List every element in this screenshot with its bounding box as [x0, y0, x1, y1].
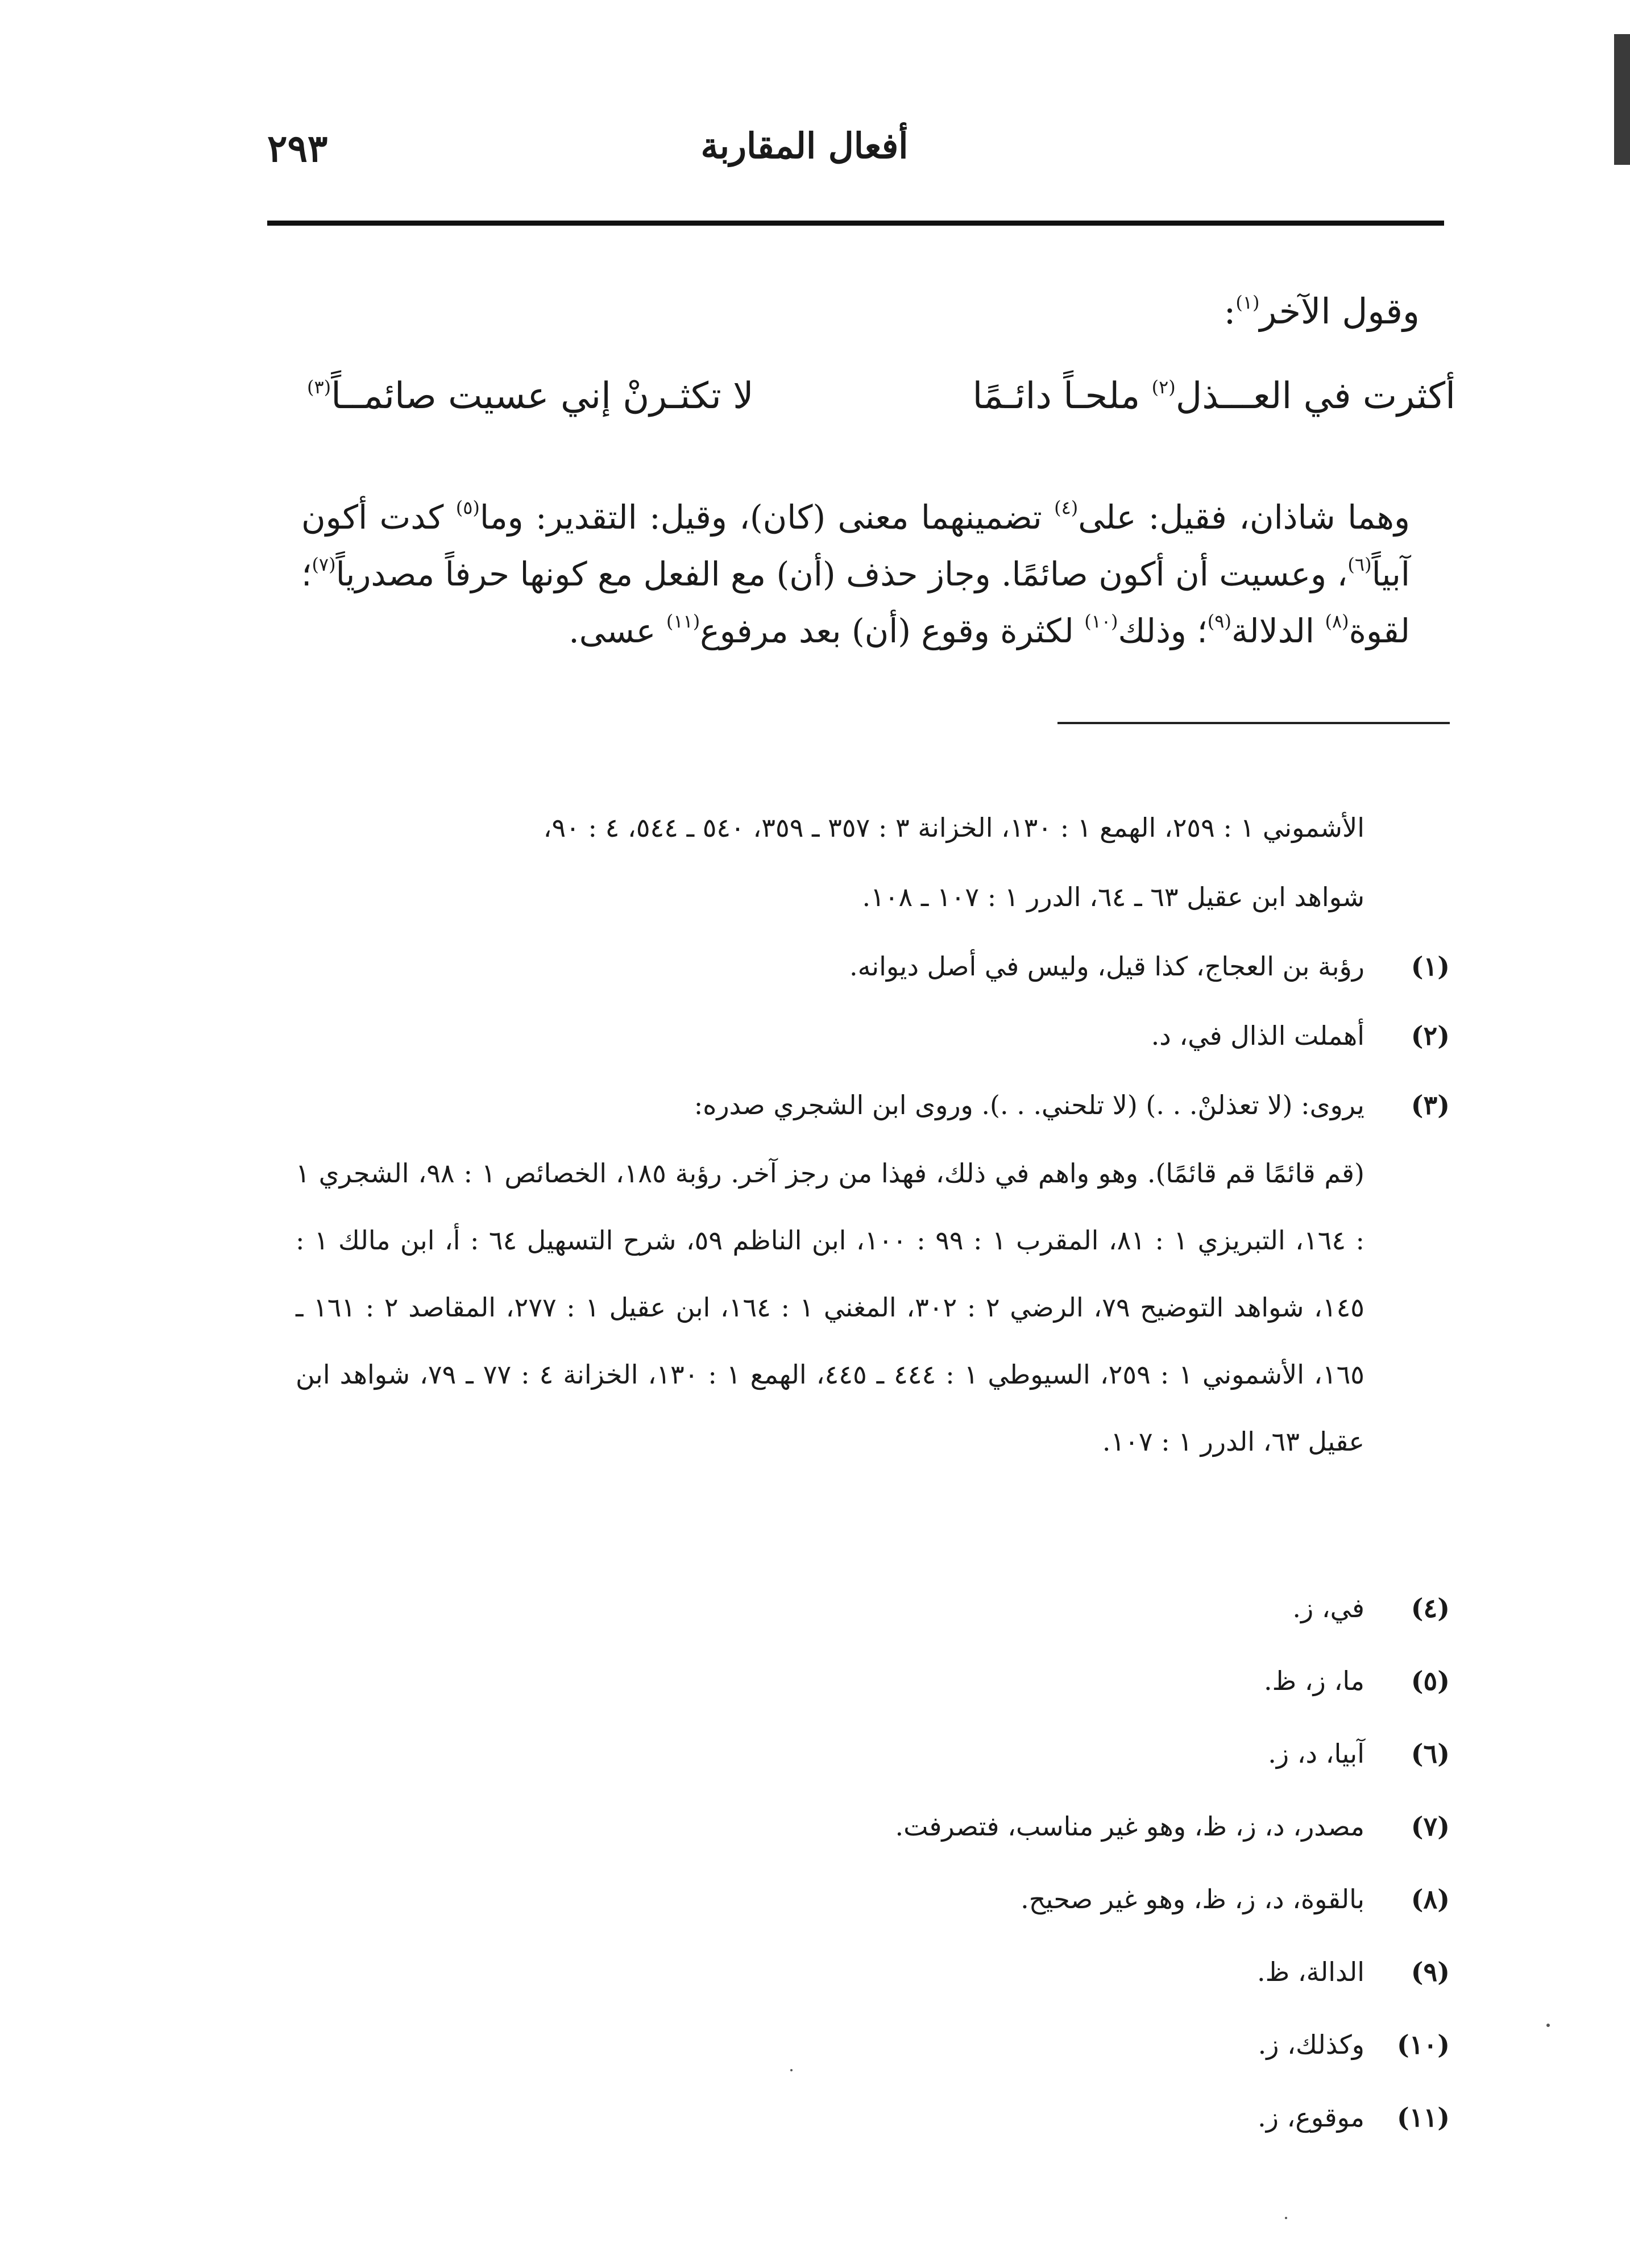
poetry-verse: [307, 375, 1455, 438]
footnote-number: (٣): [1411, 1090, 1450, 1120]
paragraph-segment: ؛ لقوة: [301, 555, 1410, 650]
footnote-text: رؤبة بن العجاج، كذا قيل، وليس في أصل ديوانه.: [849, 951, 1364, 982]
footnote-number: (٤): [1411, 1593, 1450, 1623]
verse-second-hemistich: [307, 375, 754, 417]
footnote-6: [296, 1717, 1450, 1790]
paragraph-segment: لكثرة وقوع (أن) بعد مرفوع: [700, 612, 1085, 650]
paragraph-segment: ؛ وذلك: [1118, 612, 1208, 650]
footnotes-block: [296, 793, 1450, 1475]
footnote-1: [296, 932, 1450, 1001]
scan-edge-mark: [1614, 34, 1630, 165]
paragraph-segment: وهما شاذان، فقيل: على: [1078, 498, 1410, 537]
sources-line-2: شواهد ابن عقيل ٦٣ ـ ٦٤، الدرر ١ : ١٠٧ ـ ١٠٨.: [862, 882, 1364, 912]
footnote-text: مصدر، د، ز، ظ، وهو غير مناسب، فتصرفت.: [895, 1811, 1364, 1842]
footnote-ref-5: (٥): [455, 497, 480, 518]
footnote-number: (١١): [1397, 2102, 1450, 2133]
running-title: أفعال المقاربة: [700, 125, 909, 167]
paragraph-segment: كدت أكون آبياً: [301, 498, 1410, 593]
footnote-number: (٨): [1411, 1884, 1450, 1914]
hemistich-1b: ملحـاً دائـمًا: [972, 375, 1152, 417]
footnote-8: [296, 1863, 1450, 1935]
footnote-number: (١٠): [1397, 2029, 1450, 2060]
sources-line-1: الأشموني ١ : ٢٥٩، الهمع ١ : ١٣٠، الخزانة ٣ : ٣٥٧ ـ ٣٥٩، ٥٤٠ ـ ٥٤٤، ٤ : ٩٠،: [543, 812, 1364, 843]
footnote-text: أهملت الذال في، د.: [1151, 1020, 1364, 1051]
footnote-number: (٥): [1411, 1665, 1450, 1696]
hemistich-1a: أكثرت في العـــذل: [1175, 375, 1455, 417]
footnote-ref-4: (٤): [1054, 497, 1079, 518]
footnote-ref-6: (٦): [1347, 554, 1372, 575]
scan-speck: [1546, 2024, 1550, 2027]
scan-speck: [790, 2069, 793, 2071]
footnote-text: يروى: (لا تعذلنْ. . .) (لا تلحني. . .). وروى ابن الشجري صدره:: [694, 1090, 1364, 1120]
footnote-text: آبيا، د، ز.: [1268, 1738, 1364, 1769]
footnote-number: (٦): [1411, 1738, 1450, 1769]
footnote-ref-9: (٩): [1207, 610, 1231, 632]
footnote-ref-10: (١٠): [1084, 610, 1118, 632]
footnote-text: موقوع، ز.: [1258, 2102, 1364, 2133]
footnote-number: (٧): [1411, 1811, 1450, 1842]
footnote-ref-7: (٧): [312, 554, 336, 575]
verse-intro-text: وقول الآخر: [1259, 290, 1420, 332]
footnote-text: في، ز.: [1292, 1593, 1364, 1623]
footnote-text: وكذلك، ز.: [1258, 2029, 1364, 2060]
body-paragraph: [301, 489, 1450, 659]
footnote-number: (٢): [1411, 1020, 1450, 1051]
footnote-ref-8: (٨): [1325, 610, 1349, 632]
footnote-text: بالقوة، د، ز، ظ، وهو غير صحيح.: [1021, 1884, 1364, 1914]
footnote-11: [296, 2081, 1450, 2154]
paragraph-segment: تضمينهما معنى (كان)، وقيل: التقدير: وما: [479, 498, 1055, 537]
header-rule: [267, 221, 1444, 226]
paragraph-text: [301, 489, 1450, 659]
footnote-7: [296, 1790, 1450, 1863]
short-footnotes: [296, 1572, 1450, 2154]
page-number: ٢٩٣: [267, 126, 328, 171]
footnote-separator: [1057, 722, 1450, 724]
hemistich-2: لا تكثـرنْ إني عسيت صائمــاً: [331, 375, 754, 417]
footnote-text: ما، ز، ظ.: [1264, 1665, 1364, 1696]
footnote-ref-2: (٢): [1151, 376, 1176, 398]
footnote-text: الدالة، ظ.: [1256, 1957, 1364, 1987]
footnote-3: [296, 1070, 1450, 1140]
paragraph-segment: ، وعسيت أن أكون صائمًا. وجاز حذف (أن) مع الفعل مع كونها حرفاً مصدرياً: [335, 555, 1348, 593]
footnote-number: (١): [1411, 951, 1450, 982]
footnote-9: [296, 1935, 1450, 2008]
paragraph-segment: عسى.: [569, 612, 666, 650]
scan-speck: [1285, 2217, 1287, 2219]
footnote-ref-11: (١١): [666, 610, 700, 632]
footnote-3-continuation: (قم قائمًا قم قائمًا). وهو واهم في ذلك، فهذا من رجز آخر. رؤبة ١٨٥، الخصائص ١ : ٩٨، الشجري ١ : ١٦٤، التبريزي ١ : ٨١، المقرب ١ : ٩٩ : ١٠٠، ابن الناظم ٥٩، شرح التسهيل ٦٤ : أ، ابن مالك ١ : ١٤٥، شواهد التوضيح ٧٩، الرضي ٢ : ٣٠٢، المغني ١ : ١٦٤، ابن عقيل ١ : ٢٧٧، المقاصد ٢ : ١٦١ ـ ١٦٥، الأشموني ١ : ٢٥٩، السيوطي ١ : ٤٤٤ ـ ٤٤٥، الهمع ١ : ١٣٠، الخزانة ٤ : ٧٧ ـ ٧٩، شواهد ابن عقيل ٦٣، الدرر ١ : ١٠٧.: [296, 1158, 1365, 1457]
footnote-2: [296, 1001, 1450, 1070]
footnote-5: [296, 1644, 1450, 1717]
verse-intro-colon: :: [1223, 290, 1236, 332]
paragraph-segment: الدلالة: [1231, 612, 1325, 650]
footnote-10: [296, 2008, 1450, 2081]
footnote-ref-1: (١): [1235, 292, 1260, 313]
verse-first-hemistich: [973, 375, 1455, 417]
footnote-number: (٩): [1411, 1957, 1450, 1987]
footnote-4: [296, 1572, 1450, 1644]
verse-intro: [1223, 287, 1420, 337]
footnote-ref-3: (٣): [307, 376, 331, 398]
